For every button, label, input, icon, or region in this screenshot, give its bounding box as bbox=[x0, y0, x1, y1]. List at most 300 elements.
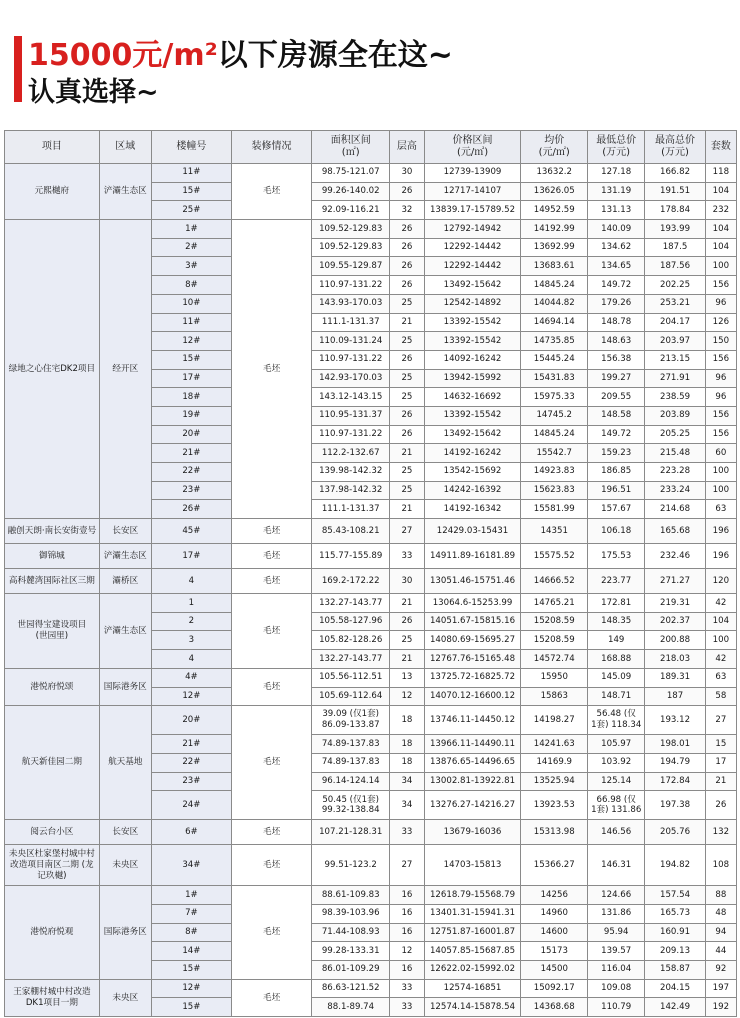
units-cell: 196 bbox=[705, 544, 736, 569]
building-cell: 4 bbox=[151, 650, 231, 669]
area-range-cell: 142.93-170.03 bbox=[312, 369, 390, 388]
avg-price-cell: 15542.7 bbox=[521, 444, 588, 463]
max-total-cell: 160.91 bbox=[645, 923, 705, 942]
min-total-cell: 139.57 bbox=[588, 942, 645, 961]
avg-price-cell: 14735.85 bbox=[521, 332, 588, 351]
max-total-cell: 232.46 bbox=[645, 544, 705, 569]
building-cell: 15# bbox=[151, 998, 231, 1017]
title-line-1 bbox=[28, 30, 453, 74]
area-range-cell: 39.09 (仅1套) 86.09-133.87 bbox=[312, 706, 390, 735]
price-range-cell: 13401.31-15941.31 bbox=[424, 904, 521, 923]
building-cell: 10# bbox=[151, 294, 231, 313]
units-cell: 60 bbox=[705, 444, 736, 463]
area-range-cell: 99.51-123.2 bbox=[312, 845, 390, 886]
max-total-cell: 214.68 bbox=[645, 500, 705, 519]
avg-price-cell: 15208.59 bbox=[521, 631, 588, 650]
max-total-cell: 142.49 bbox=[645, 998, 705, 1017]
table-body bbox=[5, 164, 737, 1017]
area-range-cell: 139.98-142.32 bbox=[312, 463, 390, 482]
finish-cell: 毛坯 bbox=[231, 845, 311, 886]
housing-table bbox=[4, 130, 737, 1017]
price-range-cell: 13392-15542 bbox=[424, 313, 521, 332]
area-range-cell: 71.44-108.93 bbox=[312, 923, 390, 942]
area-range-cell: 74.89-137.83 bbox=[312, 735, 390, 754]
price-range-cell: 14242-16392 bbox=[424, 481, 521, 500]
floors-cell: 16 bbox=[390, 961, 424, 980]
units-cell: 88 bbox=[705, 886, 736, 905]
price-range-cell: 12739-13909 bbox=[424, 164, 521, 183]
max-total-cell: 198.01 bbox=[645, 735, 705, 754]
floors-cell: 25 bbox=[390, 294, 424, 313]
min-total-cell: 134.62 bbox=[588, 238, 645, 257]
price-range-cell: 13725.72-16825.72 bbox=[424, 668, 521, 687]
units-cell: 48 bbox=[705, 904, 736, 923]
units-cell: 92 bbox=[705, 961, 736, 980]
min-total-cell: 124.66 bbox=[588, 886, 645, 905]
max-total-cell: 165.68 bbox=[645, 519, 705, 544]
max-total-cell: 271.27 bbox=[645, 569, 705, 594]
max-total-cell: 165.73 bbox=[645, 904, 705, 923]
avg-price-cell: 15623.83 bbox=[521, 481, 588, 500]
table-row bbox=[5, 544, 737, 569]
avg-price-cell: 14952.59 bbox=[521, 201, 588, 220]
table-row bbox=[5, 845, 737, 886]
area-cell: 国际港务区 bbox=[99, 668, 151, 705]
min-total-cell: 116.04 bbox=[588, 961, 645, 980]
min-total-cell: 148.71 bbox=[588, 687, 645, 706]
min-total-cell: 175.53 bbox=[588, 544, 645, 569]
floors-cell: 30 bbox=[390, 569, 424, 594]
floors-cell: 12 bbox=[390, 687, 424, 706]
column-header: 最高总价 (万元) bbox=[645, 131, 705, 164]
max-total-cell: 223.28 bbox=[645, 463, 705, 482]
floors-cell: 34 bbox=[390, 772, 424, 791]
price-range-cell: 13064.6-15253.99 bbox=[424, 594, 521, 613]
max-total-cell: 218.03 bbox=[645, 650, 705, 669]
accent-bar bbox=[14, 36, 22, 102]
avg-price-cell: 15431.83 bbox=[521, 369, 588, 388]
area-range-cell: 96.14-124.14 bbox=[312, 772, 390, 791]
area-range-cell: 109.52-129.83 bbox=[312, 238, 390, 257]
max-total-cell: 200.88 bbox=[645, 631, 705, 650]
min-total-cell: 196.51 bbox=[588, 481, 645, 500]
floors-cell: 33 bbox=[390, 544, 424, 569]
floors-cell: 27 bbox=[390, 519, 424, 544]
price-range-cell: 13492-15642 bbox=[424, 276, 521, 295]
project-cell: 御锦城 bbox=[5, 544, 100, 569]
area-range-cell: 143.12-143.15 bbox=[312, 388, 390, 407]
area-range-cell: 169.2-172.22 bbox=[312, 569, 390, 594]
max-total-cell: 194.82 bbox=[645, 845, 705, 886]
min-total-cell: 56.48 (仅 1套) 118.34 bbox=[588, 706, 645, 735]
building-cell: 17# bbox=[151, 369, 231, 388]
price-range-cell: 13746.11-14450.12 bbox=[424, 706, 521, 735]
price-range-cell: 13276.27-14216.27 bbox=[424, 791, 521, 820]
min-total-cell: 146.31 bbox=[588, 845, 645, 886]
avg-price-cell: 14192.99 bbox=[521, 220, 588, 239]
building-cell: 21# bbox=[151, 444, 231, 463]
project-cell: 未央区杜家堡村城中村 改造项目南区二期 (龙 记玖樾) bbox=[5, 845, 100, 886]
floors-cell: 34 bbox=[390, 791, 424, 820]
building-cell: 11# bbox=[151, 164, 231, 183]
max-total-cell: 215.48 bbox=[645, 444, 705, 463]
floors-cell: 26 bbox=[390, 350, 424, 369]
max-total-cell: 202.37 bbox=[645, 612, 705, 631]
min-total-cell: 148.63 bbox=[588, 332, 645, 351]
floors-cell: 18 bbox=[390, 706, 424, 735]
building-cell: 6# bbox=[151, 820, 231, 845]
min-total-cell: 199.27 bbox=[588, 369, 645, 388]
min-total-cell: 148.78 bbox=[588, 313, 645, 332]
max-total-cell: 204.17 bbox=[645, 313, 705, 332]
floors-cell: 26 bbox=[390, 425, 424, 444]
table-row bbox=[5, 220, 737, 239]
building-cell: 4 bbox=[151, 569, 231, 594]
avg-price-cell: 14368.68 bbox=[521, 998, 588, 1017]
floors-cell: 26 bbox=[390, 612, 424, 631]
finish-cell: 毛坯 bbox=[231, 668, 311, 705]
building-cell: 23# bbox=[151, 481, 231, 500]
min-total-cell: 179.26 bbox=[588, 294, 645, 313]
area-range-cell: 74.89-137.83 bbox=[312, 753, 390, 772]
building-cell: 12# bbox=[151, 332, 231, 351]
avg-price-cell: 13923.53 bbox=[521, 791, 588, 820]
area-range-cell: 88.1-89.74 bbox=[312, 998, 390, 1017]
min-total-cell: 140.09 bbox=[588, 220, 645, 239]
area-range-cell: 105.82-128.26 bbox=[312, 631, 390, 650]
title-line-2: 认真选择~ bbox=[28, 77, 159, 108]
area-range-cell: 109.55-129.87 bbox=[312, 257, 390, 276]
building-cell: 8# bbox=[151, 923, 231, 942]
units-cell: 27 bbox=[705, 706, 736, 735]
units-cell: 120 bbox=[705, 569, 736, 594]
min-total-cell: 105.97 bbox=[588, 735, 645, 754]
units-cell: 192 bbox=[705, 998, 736, 1017]
column-header: 区域 bbox=[99, 131, 151, 164]
building-cell: 14# bbox=[151, 942, 231, 961]
building-cell: 15# bbox=[151, 182, 231, 201]
avg-price-cell: 14198.27 bbox=[521, 706, 588, 735]
max-total-cell: 194.79 bbox=[645, 753, 705, 772]
units-cell: 94 bbox=[705, 923, 736, 942]
table-row bbox=[5, 706, 737, 735]
area-range-cell: 110.95-131.37 bbox=[312, 406, 390, 425]
price-range-cell: 14057.85-15687.85 bbox=[424, 942, 521, 961]
max-total-cell: 204.15 bbox=[645, 979, 705, 998]
building-cell: 2# bbox=[151, 238, 231, 257]
price-range-cell: 13876.65-14496.65 bbox=[424, 753, 521, 772]
avg-price-cell: 14745.2 bbox=[521, 406, 588, 425]
min-total-cell: 156.38 bbox=[588, 350, 645, 369]
min-total-cell: 159.23 bbox=[588, 444, 645, 463]
max-total-cell: 187.5 bbox=[645, 238, 705, 257]
avg-price-cell: 13683.61 bbox=[521, 257, 588, 276]
area-range-cell: 99.26-140.02 bbox=[312, 182, 390, 201]
area-range-cell: 137.98-142.32 bbox=[312, 481, 390, 500]
area-cell: 未央区 bbox=[99, 979, 151, 1016]
avg-price-cell: 14845.24 bbox=[521, 276, 588, 295]
column-header: 项目 bbox=[5, 131, 100, 164]
floors-cell: 21 bbox=[390, 313, 424, 332]
area-range-cell: 99.28-133.31 bbox=[312, 942, 390, 961]
building-cell: 15# bbox=[151, 961, 231, 980]
price-range-cell: 12574.14-15878.54 bbox=[424, 998, 521, 1017]
price-range-cell: 13392-15542 bbox=[424, 332, 521, 351]
floors-cell: 26 bbox=[390, 276, 424, 295]
table-row bbox=[5, 519, 737, 544]
avg-price-cell: 14923.83 bbox=[521, 463, 588, 482]
avg-price-cell: 15581.99 bbox=[521, 500, 588, 519]
min-total-cell: 66.98 (仅 1套) 131.86 bbox=[588, 791, 645, 820]
project-cell: 融创天朗·南长安街壹号 bbox=[5, 519, 100, 544]
floors-cell: 25 bbox=[390, 388, 424, 407]
price-range-cell: 12429.03-15431 bbox=[424, 519, 521, 544]
max-total-cell: 203.89 bbox=[645, 406, 705, 425]
avg-price-cell: 13692.99 bbox=[521, 238, 588, 257]
floors-cell: 25 bbox=[390, 332, 424, 351]
min-total-cell: 172.81 bbox=[588, 594, 645, 613]
units-cell: 197 bbox=[705, 979, 736, 998]
min-total-cell: 106.18 bbox=[588, 519, 645, 544]
max-total-cell: 157.54 bbox=[645, 886, 705, 905]
area-cell: 灞桥区 bbox=[99, 569, 151, 594]
min-total-cell: 149 bbox=[588, 631, 645, 650]
building-cell: 8# bbox=[151, 276, 231, 295]
avg-price-cell: 13632.2 bbox=[521, 164, 588, 183]
finish-cell: 毛坯 bbox=[231, 569, 311, 594]
min-total-cell: 134.65 bbox=[588, 257, 645, 276]
price-range-cell: 13002.81-13922.81 bbox=[424, 772, 521, 791]
area-cell: 浐灞生态区 bbox=[99, 164, 151, 220]
finish-cell: 毛坯 bbox=[231, 886, 311, 979]
area-cell: 浐灞生态区 bbox=[99, 544, 151, 569]
finish-cell: 毛坯 bbox=[231, 979, 311, 1016]
price-range-cell: 13542-15692 bbox=[424, 463, 521, 482]
area-cell: 经开区 bbox=[99, 220, 151, 519]
max-total-cell: 178.84 bbox=[645, 201, 705, 220]
max-total-cell: 203.97 bbox=[645, 332, 705, 351]
building-cell: 3 bbox=[151, 631, 231, 650]
floors-cell: 25 bbox=[390, 463, 424, 482]
area-range-cell: 85.43-108.21 bbox=[312, 519, 390, 544]
area-range-cell: 86.01-109.29 bbox=[312, 961, 390, 980]
table-row bbox=[5, 569, 737, 594]
units-cell: 96 bbox=[705, 369, 736, 388]
building-cell: 34# bbox=[151, 845, 231, 886]
building-cell: 11# bbox=[151, 313, 231, 332]
table-header bbox=[5, 131, 737, 164]
building-cell: 7# bbox=[151, 904, 231, 923]
max-total-cell: 271.91 bbox=[645, 369, 705, 388]
avg-price-cell: 15173 bbox=[521, 942, 588, 961]
min-total-cell: 149.72 bbox=[588, 276, 645, 295]
price-range-cell: 13839.17-15789.52 bbox=[424, 201, 521, 220]
area-range-cell: 110.97-131.22 bbox=[312, 276, 390, 295]
finish-cell: 毛坯 bbox=[231, 706, 311, 820]
title-text: 以下房源全在这~ bbox=[217, 38, 453, 73]
price-range-cell: 12792-14942 bbox=[424, 220, 521, 239]
max-total-cell: 197.38 bbox=[645, 791, 705, 820]
max-total-cell: 191.51 bbox=[645, 182, 705, 201]
price-range-cell: 13492-15642 bbox=[424, 425, 521, 444]
area-cell: 长安区 bbox=[99, 519, 151, 544]
project-cell: 王家棚村城中村改造 DK1项目一期 bbox=[5, 979, 100, 1016]
price-range-cell: 12292-14442 bbox=[424, 238, 521, 257]
avg-price-cell: 15366.27 bbox=[521, 845, 588, 886]
floors-cell: 33 bbox=[390, 820, 424, 845]
avg-price-cell: 14960 bbox=[521, 904, 588, 923]
area-cell: 浐灞生态区 bbox=[99, 594, 151, 669]
building-cell: 1# bbox=[151, 220, 231, 239]
max-total-cell: 209.13 bbox=[645, 942, 705, 961]
finish-cell: 毛坯 bbox=[231, 164, 311, 220]
building-cell: 45# bbox=[151, 519, 231, 544]
units-cell: 132 bbox=[705, 820, 736, 845]
price-range-cell: 13679-16036 bbox=[424, 820, 521, 845]
units-cell: 100 bbox=[705, 463, 736, 482]
min-total-cell: 148.35 bbox=[588, 612, 645, 631]
floors-cell: 25 bbox=[390, 631, 424, 650]
building-cell: 1# bbox=[151, 886, 231, 905]
building-cell: 22# bbox=[151, 753, 231, 772]
avg-price-cell: 14500 bbox=[521, 961, 588, 980]
avg-price-cell: 14765.21 bbox=[521, 594, 588, 613]
floors-cell: 21 bbox=[390, 650, 424, 669]
units-cell: 104 bbox=[705, 182, 736, 201]
floors-cell: 27 bbox=[390, 845, 424, 886]
floors-cell: 12 bbox=[390, 942, 424, 961]
max-total-cell: 187 bbox=[645, 687, 705, 706]
area-range-cell: 105.56-112.51 bbox=[312, 668, 390, 687]
floors-cell: 32 bbox=[390, 201, 424, 220]
avg-price-cell: 15975.33 bbox=[521, 388, 588, 407]
area-range-cell: 92.09-116.21 bbox=[312, 201, 390, 220]
price-range-cell: 14632-16692 bbox=[424, 388, 521, 407]
area-range-cell: 111.1-131.37 bbox=[312, 500, 390, 519]
units-cell: 156 bbox=[705, 276, 736, 295]
avg-price-cell: 14256 bbox=[521, 886, 588, 905]
units-cell: 100 bbox=[705, 481, 736, 500]
column-header: 面积区间 (㎡) bbox=[312, 131, 390, 164]
units-cell: 63 bbox=[705, 668, 736, 687]
price-range-cell: 13966.11-14490.11 bbox=[424, 735, 521, 754]
area-cell: 未央区 bbox=[99, 845, 151, 886]
max-total-cell: 219.31 bbox=[645, 594, 705, 613]
building-cell: 24# bbox=[151, 791, 231, 820]
units-cell: 17 bbox=[705, 753, 736, 772]
floors-cell: 21 bbox=[390, 444, 424, 463]
price-range-cell: 14703-15813 bbox=[424, 845, 521, 886]
avg-price-cell: 15313.98 bbox=[521, 820, 588, 845]
area-range-cell: 112.2-132.67 bbox=[312, 444, 390, 463]
building-cell: 12# bbox=[151, 687, 231, 706]
avg-price-cell: 15445.24 bbox=[521, 350, 588, 369]
table-row bbox=[5, 164, 737, 183]
area-range-cell: 132.27-143.77 bbox=[312, 594, 390, 613]
project-cell: 世园得宝建设项目 (世园里) bbox=[5, 594, 100, 669]
price-range-cell: 14051.67-15815.16 bbox=[424, 612, 521, 631]
building-cell: 20# bbox=[151, 706, 231, 735]
min-total-cell: 149.72 bbox=[588, 425, 645, 444]
table-row bbox=[5, 979, 737, 998]
area-range-cell: 98.39-103.96 bbox=[312, 904, 390, 923]
units-cell: 104 bbox=[705, 612, 736, 631]
project-cell: 港悦府悦观 bbox=[5, 886, 100, 979]
min-total-cell: 157.67 bbox=[588, 500, 645, 519]
avg-price-cell: 14600 bbox=[521, 923, 588, 942]
area-range-cell: 143.93-170.03 bbox=[312, 294, 390, 313]
price-range-cell: 12717-14107 bbox=[424, 182, 521, 201]
project-cell: 绿地之心住宅DK2项目 bbox=[5, 220, 100, 519]
min-total-cell: 223.77 bbox=[588, 569, 645, 594]
avg-price-cell: 15950 bbox=[521, 668, 588, 687]
table-row bbox=[5, 820, 737, 845]
building-cell: 18# bbox=[151, 388, 231, 407]
units-cell: 96 bbox=[705, 388, 736, 407]
floors-cell: 33 bbox=[390, 979, 424, 998]
floors-cell: 25 bbox=[390, 481, 424, 500]
avg-price-cell: 15092.17 bbox=[521, 979, 588, 998]
finish-cell: 毛坯 bbox=[231, 220, 311, 519]
price-range-cell: 14070.12-16600.12 bbox=[424, 687, 521, 706]
header-row bbox=[5, 131, 737, 164]
floors-cell: 33 bbox=[390, 998, 424, 1017]
units-cell: 118 bbox=[705, 164, 736, 183]
price-range-cell: 14192-16242 bbox=[424, 444, 521, 463]
area-range-cell: 132.27-143.77 bbox=[312, 650, 390, 669]
table-row bbox=[5, 668, 737, 687]
finish-cell: 毛坯 bbox=[231, 544, 311, 569]
avg-price-cell: 14044.82 bbox=[521, 294, 588, 313]
price-range-cell: 13392-15542 bbox=[424, 406, 521, 425]
area-range-cell: 105.58-127.96 bbox=[312, 612, 390, 631]
project-cell: 元熙樾府 bbox=[5, 164, 100, 220]
price-range-cell: 12618.79-15568.79 bbox=[424, 886, 521, 905]
building-cell: 23# bbox=[151, 772, 231, 791]
floors-cell: 30 bbox=[390, 164, 424, 183]
max-total-cell: 193.12 bbox=[645, 706, 705, 735]
price-range-cell: 12622.02-15992.02 bbox=[424, 961, 521, 980]
area-range-cell: 86.63-121.52 bbox=[312, 979, 390, 998]
area-range-cell: 109.52-129.83 bbox=[312, 220, 390, 239]
avg-price-cell: 13525.94 bbox=[521, 772, 588, 791]
area-range-cell: 115.77-155.89 bbox=[312, 544, 390, 569]
units-cell: 44 bbox=[705, 942, 736, 961]
max-total-cell: 189.31 bbox=[645, 668, 705, 687]
area-range-cell: 110.09-131.24 bbox=[312, 332, 390, 351]
floors-cell: 18 bbox=[390, 735, 424, 754]
floors-cell: 26 bbox=[390, 238, 424, 257]
price-range-cell: 12767.76-15165.48 bbox=[424, 650, 521, 669]
column-header: 层高 bbox=[390, 131, 424, 164]
min-total-cell: 103.92 bbox=[588, 753, 645, 772]
units-cell: 96 bbox=[705, 294, 736, 313]
max-total-cell: 202.25 bbox=[645, 276, 705, 295]
max-total-cell: 205.25 bbox=[645, 425, 705, 444]
area-cell: 国际港务区 bbox=[99, 886, 151, 979]
units-cell: 104 bbox=[705, 220, 736, 239]
floors-cell: 26 bbox=[390, 406, 424, 425]
price-range-cell: 13051.46-15751.46 bbox=[424, 569, 521, 594]
floors-cell: 26 bbox=[390, 220, 424, 239]
building-cell: 15# bbox=[151, 350, 231, 369]
min-total-cell: 127.18 bbox=[588, 164, 645, 183]
floors-cell: 21 bbox=[390, 500, 424, 519]
units-cell: 156 bbox=[705, 406, 736, 425]
min-total-cell: 125.14 bbox=[588, 772, 645, 791]
max-total-cell: 158.87 bbox=[645, 961, 705, 980]
floors-cell: 26 bbox=[390, 257, 424, 276]
